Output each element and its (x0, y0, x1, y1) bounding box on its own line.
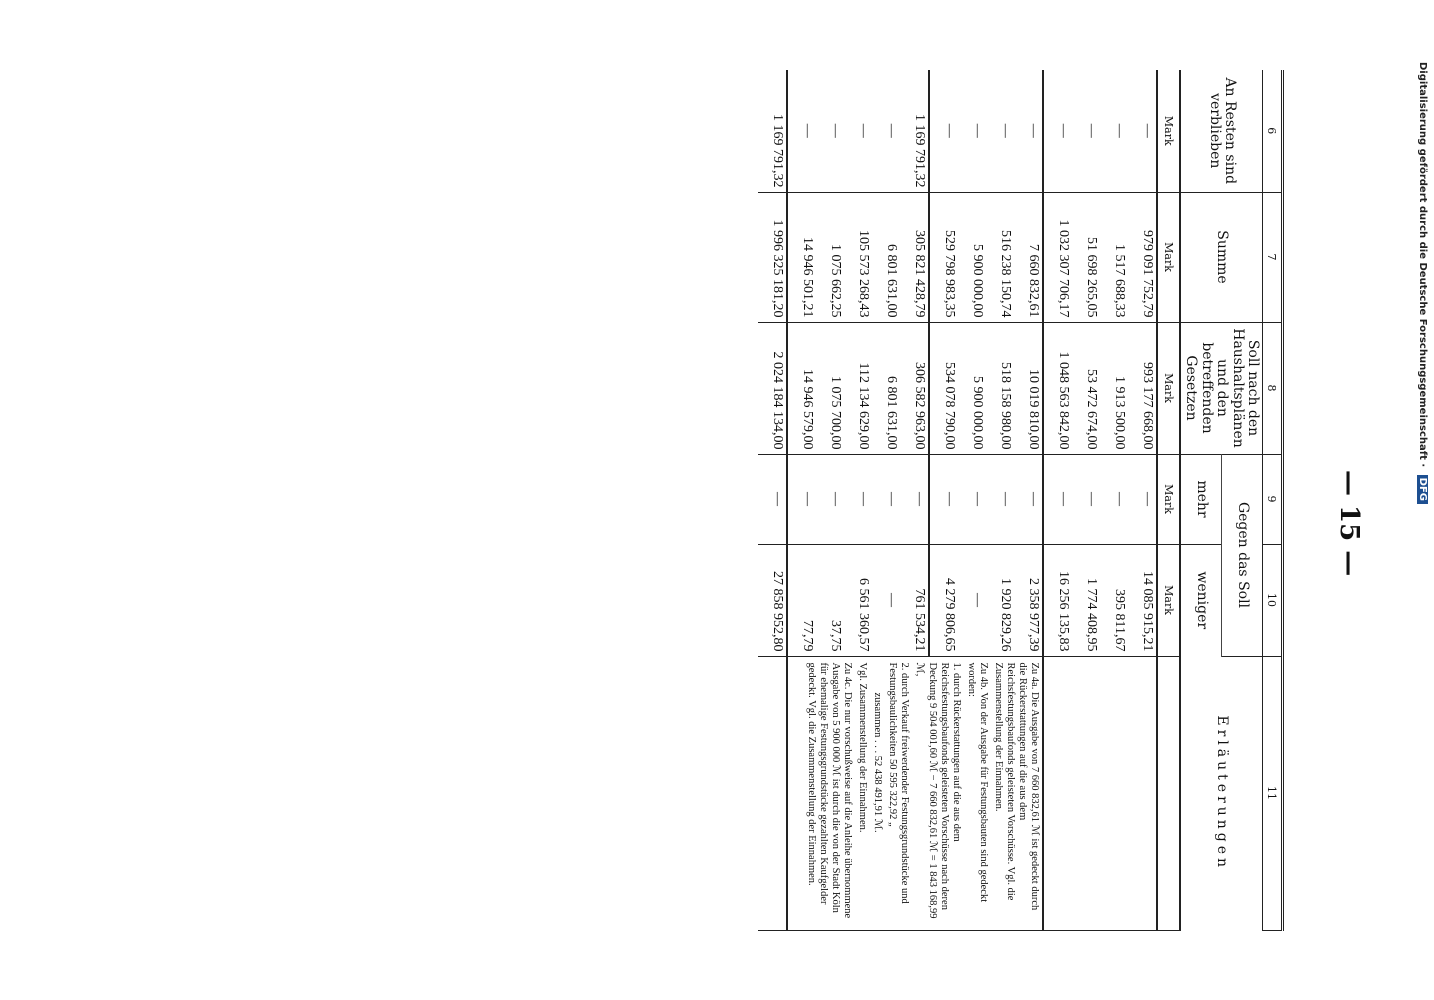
cell-remaining: — (800, 123, 816, 138)
table-row (1072, 70, 1100, 930)
cell-less: 6 561 360,57 (856, 578, 872, 652)
cell-more: — (844, 454, 872, 544)
total-more: — (758, 454, 787, 544)
cell-more: — (958, 454, 986, 544)
cell-note (1100, 656, 1128, 930)
cell-target: 112 134 629,00 (856, 362, 872, 450)
cell-remaining: — (1140, 123, 1156, 138)
colnum-11: 11 (1263, 656, 1283, 930)
cell-remaining: — (970, 123, 986, 138)
cell-target: 5 900 000,00 (970, 376, 986, 450)
cell-more: — (787, 454, 816, 544)
cell-remaining: 1 169 791,32 (912, 114, 928, 188)
colnum-10: 10 (1263, 544, 1283, 656)
cell-less: 395 811,67 (1112, 589, 1128, 652)
cell-target: 993 177 668,00 (1140, 362, 1156, 450)
note-4b-item-2: 2. durch Verkauf freiwerdender Festungsgrundstücke und Festungsbaulichkeiten 50 595 322,92 „ (887, 662, 911, 904)
cell-more: — (1128, 454, 1157, 544)
header-notes: Erläuterungen (1180, 656, 1262, 930)
cell-target: 10 019 810,00 (1026, 369, 1042, 450)
credit-text: Digitalisierung gefördert durch die Deutsche Forschungsgemeinschaft (1417, 62, 1428, 460)
cell-less: — (884, 593, 900, 607)
cell-sum: 5 900 000,00 (958, 192, 986, 322)
dfg-logo: DFG (1417, 475, 1428, 504)
unit-8: Mark (1157, 322, 1180, 454)
cell-remaining: — (1026, 123, 1042, 138)
cell-remaining: — (1112, 123, 1128, 138)
cell-less: 37,75 (828, 620, 844, 652)
cell-remaining: — (1084, 123, 1100, 138)
total-less: 27 858 952,80 (758, 544, 787, 656)
cell-target: 14 946 579,00 (800, 369, 816, 450)
cell-less: 1 920 829,26 (998, 578, 1014, 652)
note-4b-heading: Zu 4b. Von der Ausgabe für Festungsbauten sind gedeckt worden: (965, 662, 989, 903)
table-row (1014, 70, 1043, 930)
cell-sum: 14 946 501,21 (787, 192, 816, 322)
cell-target: 6 801 631,00 (884, 376, 900, 450)
cell-less: 2 358 977,39 (1026, 578, 1042, 652)
cell-target: 1 913 500,00 (1112, 376, 1128, 450)
colnum-8: 8 (1263, 322, 1283, 454)
total-target: 2 024 184 134,00 (758, 322, 787, 454)
cell-target: 518 158 980,00 (998, 362, 1014, 450)
unit-9: Mark (1157, 454, 1180, 544)
cell-target: 53 472 674,00 (1084, 369, 1100, 450)
cell-more: — (929, 454, 958, 544)
cell-remaining: — (884, 123, 900, 138)
cell-note (1043, 656, 1072, 930)
colnum-6: 6 (1263, 70, 1283, 192)
cell-sum: 1 032 307 706,17 (1043, 192, 1072, 322)
cell-sum: 979 091 752,79 (1128, 192, 1157, 322)
cell-sum: 529 798 983,35 (929, 192, 958, 322)
cell-remaining: — (828, 123, 844, 138)
cell-sum: 51 698 265,05 (1072, 192, 1100, 322)
total-note (758, 656, 787, 930)
column-number-row (1263, 70, 1283, 930)
cell-sum: 516 238 150,74 (986, 192, 1014, 322)
header-vs-target: Gegen das Soll (1222, 454, 1263, 656)
note-4a: Zu 4a. Die Ausgabe von 7 660 832,61 ℳ ist gedeckt durch die Rückerstattungen auf die aus dem Reichsfestungsbaufonds geleisteten Vorschüsse. Vgl. die Zusammenstellung der Einnahmen. (992, 662, 1041, 911)
note-4b-item-1: 1. durch Rückerstattungen auf die aus dem Reichsfestungsbaufonds geleisteten Vorschüsse nach deren Deckung 9 504 001,60 ℳ − 7 660 832,61 ℳ = 1 843 168,99 ℳ, (914, 662, 962, 919)
cell-less: 16 256 135,83 (1043, 544, 1072, 656)
digitization-credit: Digitalisierung gefördert durch die Deutsche Forschungsgemeinschaft · DFG (1417, 62, 1428, 504)
cell-more: — (986, 454, 1014, 544)
note-4c: Zu 4c. Die nur vorschußweise auf die Anleihe übernommene Ausgabe von 5 900 000 ℳ ist durch die von der Stadt Köln für ehemalige Festungsgrundstücke gezahlten Kaufgelder gedeckt. Vgl. die Zusammenstellung der Einnahmen. (805, 662, 854, 919)
cell-less: 1 774 408,95 (1084, 578, 1100, 652)
cell-less: 77,79 (800, 620, 816, 652)
cell-note (1128, 656, 1157, 930)
colnum-9: 9 (1263, 454, 1283, 544)
cell-less: 4 279 806,65 (929, 544, 958, 656)
cell-sum: 7 660 832,61 (1014, 192, 1043, 322)
total-sum: 1 996 325 181,20 (758, 192, 787, 322)
cell-sum: 1 075 662,25 (816, 192, 844, 322)
colnum-7: 7 (1263, 192, 1283, 322)
ledger-table-container (758, 70, 1284, 930)
cell-target: 1 048 563 842,00 (1043, 322, 1072, 454)
header-target: Soll nach den Haushaltsplänen und den betreffenden Gesetzen (1180, 322, 1262, 454)
cell-remaining: — (856, 123, 872, 138)
cell-sum: 1 517 688,33 (1100, 192, 1128, 322)
total-remaining: 1 169 791,32 (758, 70, 787, 192)
cell-remaining: — (998, 123, 1014, 138)
cell-more: — (1043, 454, 1072, 544)
unit-row (1157, 70, 1180, 930)
table-row (1100, 70, 1128, 930)
header-sum: Summe (1180, 192, 1262, 322)
notes-block (805, 663, 1040, 924)
unit-7: Mark (1157, 192, 1180, 322)
cell-sum: 305 821 428,79 (900, 192, 929, 322)
total-row (758, 70, 787, 930)
cell-sum: 105 573 268,43 (844, 192, 872, 322)
header-more: mehr (1180, 454, 1222, 544)
cell-remaining: — (929, 70, 958, 192)
cell-less: 761 534,21 (912, 588, 928, 652)
cell-more: — (1014, 454, 1043, 544)
cell-sum: 6 801 631,00 (872, 192, 900, 322)
cell-less: — (970, 593, 986, 607)
unit-11 (1157, 656, 1180, 930)
cell-target: 534 078 790,00 (929, 322, 958, 454)
cell-target: 306 582 963,00 (912, 362, 928, 450)
cell-more: — (816, 454, 844, 544)
cell-less: 14 085 915,21 (1140, 571, 1156, 652)
cell-target: 1 075 700,00 (828, 376, 844, 450)
cell-more: — (1100, 454, 1128, 544)
cell-remaining: — (1043, 70, 1072, 192)
unit-10: Mark (1157, 544, 1180, 656)
note-4b-reference: Vgl. Zusammenstellung der Einnahmen. (857, 662, 869, 833)
table-row (1128, 70, 1157, 930)
cell-more: — (1072, 454, 1100, 544)
header-remaining: An Resten sind verblieben (1180, 70, 1262, 192)
ledger-table (758, 70, 1284, 931)
page-number: — 15 — (1334, 470, 1364, 577)
note-4b-sum: zusammen . . . 52 438 491,91 ℳ. (872, 692, 884, 833)
header-less: weniger (1180, 544, 1222, 656)
cell-more: — (872, 454, 900, 544)
table-row (1043, 70, 1072, 930)
notes-cell (787, 656, 1043, 930)
header-row (1222, 70, 1263, 930)
cell-note (1072, 656, 1100, 930)
cell-more: — (900, 454, 929, 544)
unit-6: Mark (1157, 70, 1180, 192)
